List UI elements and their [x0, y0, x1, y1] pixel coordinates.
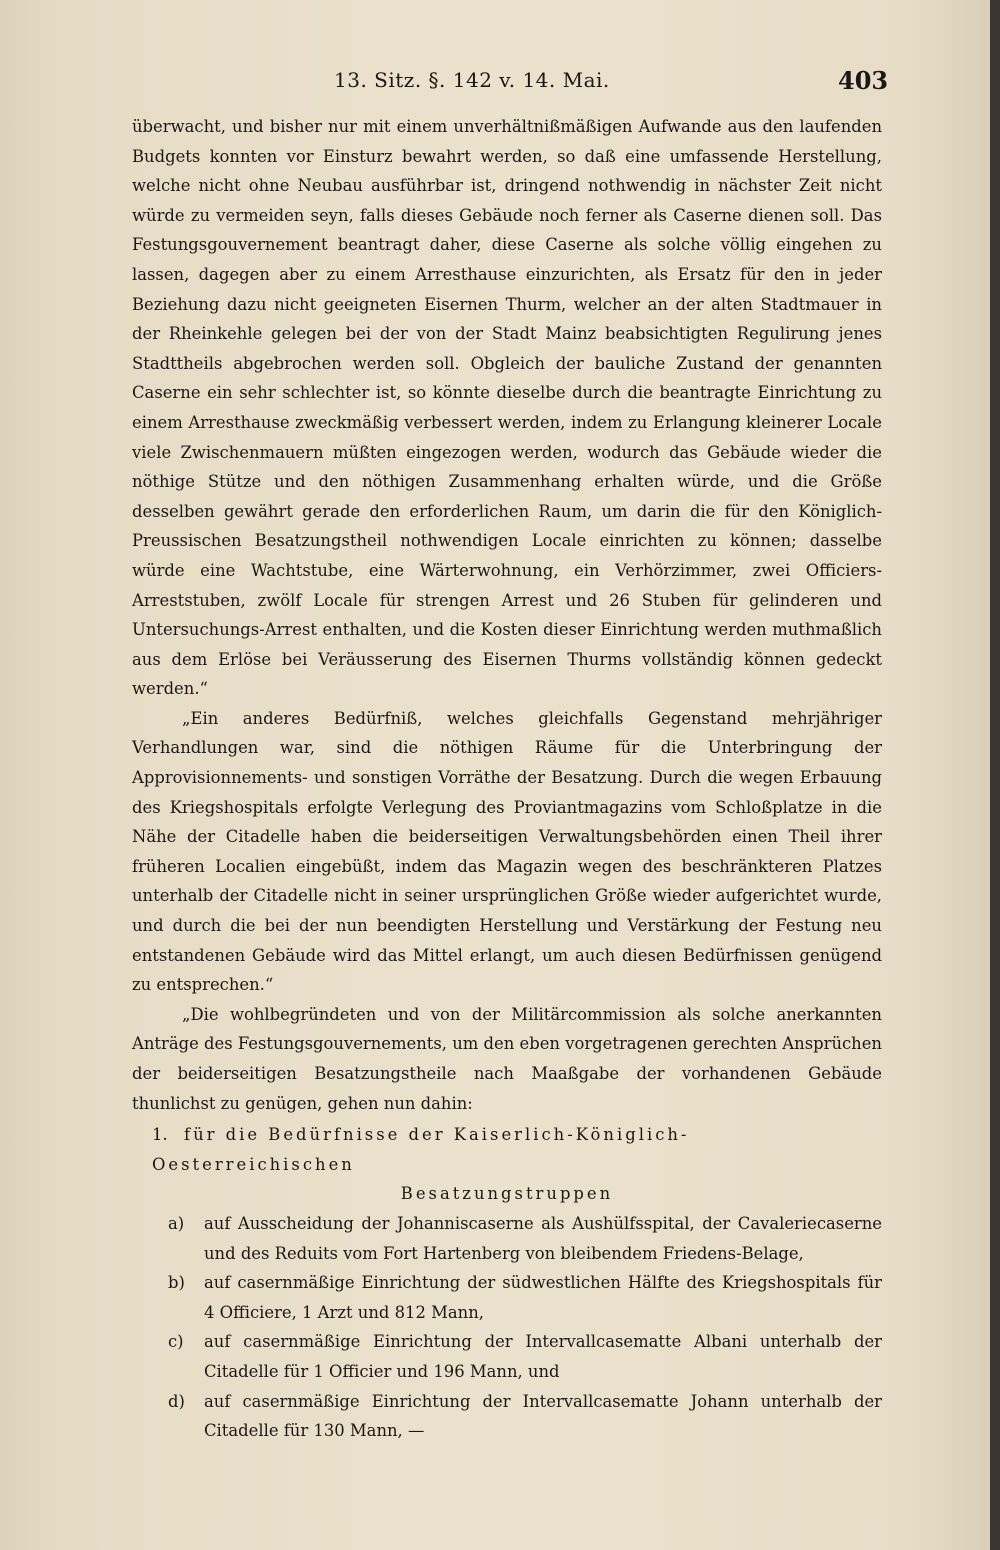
paragraph-continuation: überwacht, und bisher nur mit einem unverhältnißmäßigen Aufwande aus den laufenden Budgets konnten vor Einsturz bewahrt werden, so daß eine umfassende Herstellung, welche nicht ohne Neubau ausführbar ist, dringend nothwendig in nächster Zeit nicht würde zu vermeiden seyn, falls dieses Gebäude noch ferner als Caserne dienen soll. Das Festungsgouvernement beantragt daher, diese Caserne als solche völlig eingehen zu lassen, dagegen aber zu einem Arresthause einzurichten, als Ersatz für den in jeder Beziehung dazu nicht geeigneten Eisernen Thurm, welcher an der alten Stadtmauer in der Rheinkehle gelegen bei der von der Stadt Mainz beabsichtigten Regulirung jenes Stadttheils abgebrochen werden soll. Obgleich der bauliche Zustand der genannten Caserne ein sehr schlechter ist, so könnte dieselbe durch die beantragte Einrichtung zu einem Arresthause zweckmäßig verbessert werden, indem zu Erlangung kleinerer Locale viele Zwischenmauern müßten eingezogen werden, wodurch das Gebäude wieder die nöthige Stütze und den nöthigen Zusammenhang erhalten würde, und die Größe desselben gewährt gerade den erforderlichen Raum, um darin die für den Königlich-Preussischen Besatzungstheil nothwendigen Locale einrichten zu können; dasselbe würde eine Wachtstube, eine Wärterwohnung, ein Verhörzimmer, zwei Officiers-Arreststuben, zwölf Locale für strengen Arrest und 26 Stuben für gelinderen und Untersuchungs-Arrest enthalten, und die Kosten dieser Einrichtung werden muthmaßlich aus dem Erlöse bei Veräusserung des Eisernen Thurms vollständig können gedeckt werden.“ [132, 117, 882, 699]
page-number: 403 [838, 66, 889, 95]
list-heading [132, 1120, 882, 1179]
item-text: auf casernmäßige Einrichtung der Intervallcasematte Albani unterhalb der Citadelle für 1 Officier und 196 Mann, und [204, 1332, 882, 1381]
item-label: d) [168, 1391, 185, 1411]
paragraph-proposals: „Die wohlbegründeten und von der Militärcommission als solche anerkannten Anträge des Festungsgouvernements, um den eben vorgetragenen gerechten Ansprüchen der beiderseitigen Besatzungstheile nach Maaßgabe der vorhandenen Gebäude thunlichst zu genügen, gehen nun dahin: [132, 1004, 882, 1113]
list-item [132, 1209, 882, 1268]
item-label: c) [168, 1332, 184, 1352]
item-text: auf casernmäßige Einrichtung der südwestlichen Hälfte des Kriegshospitals für 4 Officiere, 1 Arzt und 812 Mann, [204, 1273, 882, 1322]
body-text [132, 112, 882, 1446]
item-label: b) [168, 1273, 185, 1293]
list-item [132, 1268, 882, 1327]
list-title: für die Bedürfnisse der Kaiserlich-Königlich-Oesterreichischen [152, 1125, 690, 1174]
list-number: 1. [152, 1125, 168, 1145]
paragraph-provisions: „Ein anderes Bedürfniß, welches gleichfalls Gegenstand mehrjähriger Verhandlungen war, sind die nöthigen Räume für die Unterbringung der Approvisionnements- und sonstigen Vorräthe der Besatzung. Durch die wegen Erbauung des Kriegshospitals erfolgte Verlegung des Proviantmagazins vom Schloßplatze in die Nähe der Citadelle haben die beiderseitigen Verwaltungsbehörden einen Theil ihrer früheren Localien eingebüßt, indem das Magazin wegen des beschränkteren Platzes unterhalb der Citadelle nicht in seiner ursprünglichen Größe wieder aufgerichtet wurde, und durch die bei der nun beendigten Herstellung und Verstärkung der Festung neu entstandenen Gebäude wird das Mittel erlangt, um auch diesen Bedürfnissen genügend zu entsprechen.“ [132, 708, 882, 995]
item-text: auf casernmäßige Einrichtung der Intervallcasematte Johann unterhalb der Citadelle für 130 Mann, — [204, 1391, 882, 1441]
running-head [0, 68, 990, 100]
list-item [132, 1327, 882, 1386]
running-title: 13. Sitz. §. 142 v. 14. Mai. [334, 68, 610, 92]
list-item [132, 1387, 882, 1446]
item-text: auf Ausscheidung der Johanniscaserne als Aushülfsspital, der Cavaleriecaserne und des Reduits vom Fort Hartenberg von bleibendem Friedens-Belage, [204, 1213, 882, 1263]
item-label: a) [168, 1213, 185, 1233]
list-subtitle: Besatzungstruppen [400, 1184, 614, 1204]
